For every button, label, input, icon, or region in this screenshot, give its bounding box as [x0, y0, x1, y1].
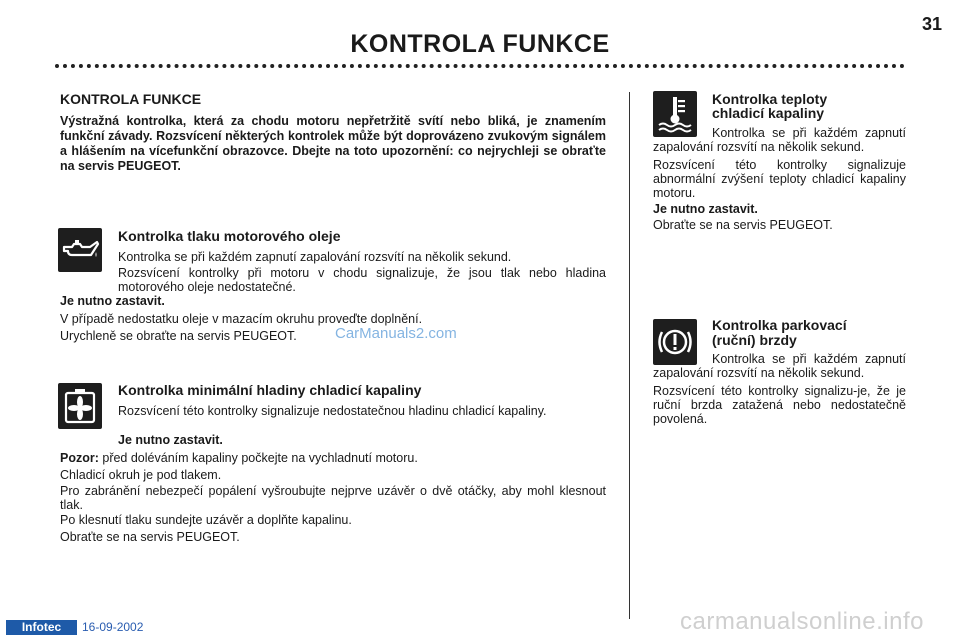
intro-heading: KONTROLA FUNKCE — [60, 91, 202, 107]
coolant-level-title: Kontrolka minimální hladiny chladicí kapaliny — [118, 382, 422, 398]
column-divider — [629, 92, 630, 619]
coolant-level-text-1: Rozsvícení této kontrolky signalizuje nedostatečnou hladinu chladicí kapaliny. — [118, 404, 547, 418]
oil-pressure-title: Kontrolka tlaku motorového oleje — [118, 228, 341, 244]
oil-pressure-text-1: Kontrolka se při každém zapnutí zapalování rozsvítí na několik sekund. — [118, 250, 512, 264]
infotec-logo: Infotec — [6, 620, 77, 635]
page-number: 31 — [922, 14, 943, 34]
coolant-temp-warning: Je nutno zastavit. — [653, 202, 758, 216]
watermark-carmanualsonline: carmanualsonline.info — [680, 608, 924, 635]
dotted-divider — [55, 64, 905, 68]
watermark-carmanuals2: CarManuals2.com — [335, 325, 457, 342]
oil-pressure-text-4: Urychleně se obraťte na servis PEUGEOT. — [60, 329, 297, 343]
coolant-temp-title-1: Kontrolka teploty — [712, 91, 828, 107]
coolant-temp-text-3: Obraťte se na servis PEUGEOT. — [653, 218, 833, 232]
parking-brake-body — [653, 352, 906, 426]
coolant-temp-text-2: Rozsvícení této kontrolky signalizuje abnormální zvýšení teploty chladicí kapaliny motoru. — [653, 158, 906, 200]
intro-text: Výstražná kontrolka, která za chodu motoru nepřetržitě svítí nebo bliká, je znamením funkční závady. Rozsvícení některých kontrolek může být doprovázeno zvukovým signálem a hlášením na vícefunkční obrazovce. Dbejte na toto upozornění: co nejrychleji se obraťte na servis PEUGEOT. — [60, 114, 606, 173]
coolant-level-warning: Je nutno zastavit. — [118, 433, 223, 447]
coolant-level-text-2: Chladicí okruh je pod tlakem. — [60, 468, 222, 482]
coolant-temp-title-2: chladicí kapaliny — [712, 105, 825, 121]
oil-can-icon — [60, 235, 100, 265]
oil-pressure-text-3: V případě nedostatku oleje v mazacím okruhu proveďte doplnění. — [60, 312, 423, 326]
page-title: KONTROLA FUNKCE — [350, 30, 610, 58]
coolant-temp-body — [653, 126, 906, 232]
coolant-reservoir-icon — [61, 386, 99, 426]
coolant-level-caution — [60, 451, 606, 465]
oil-pressure-warning: Je nutno zastavit. — [60, 294, 165, 308]
parking-brake-text-2: Rozsvícení této kontrolky signalizu-je, že je ruční brzda zatažená nebo nedostatečně povolená. — [653, 384, 906, 426]
parking-brake-text-1: Kontrolka se při každém zapnutí zapalování rozsvítí na několik sekund. — [653, 352, 906, 380]
coolant-level-text-3: Pro zabránění nebezpečí popálení vyšroubujte nejprve uzávěr o dvě otáčky, aby mohl klesnout tlak. — [60, 484, 606, 512]
coolant-level-text-5: Obraťte se na servis PEUGEOT. — [60, 530, 240, 544]
oil-pressure-text-2: Rozsvícení kontrolky při motoru v chodu signalizuje, že jsou tlak nebo hladina motorového oleje nedostatečné. — [118, 266, 606, 294]
footer-date: 16-09-2002 — [82, 620, 144, 634]
coolant-level-text-4: Po klesnutí tlaku sundejte uzávěr a doplňte kapalinu. — [60, 513, 352, 527]
oil-pressure-warning-icon — [58, 228, 102, 272]
caution-text: před doléváním kapaliny počkejte na vychladnutí motoru. — [98, 451, 418, 465]
coolant-temp-text-1: Kontrolka se při každém zapnutí zapalování rozsvítí na několik sekund. — [653, 126, 906, 154]
parking-brake-title-2: (ruční) brzdy — [712, 332, 797, 348]
coolant-level-warning-icon — [58, 383, 102, 429]
caution-label: Pozor: — [60, 451, 99, 465]
parking-brake-title-1: Kontrolka parkovací — [712, 317, 847, 333]
